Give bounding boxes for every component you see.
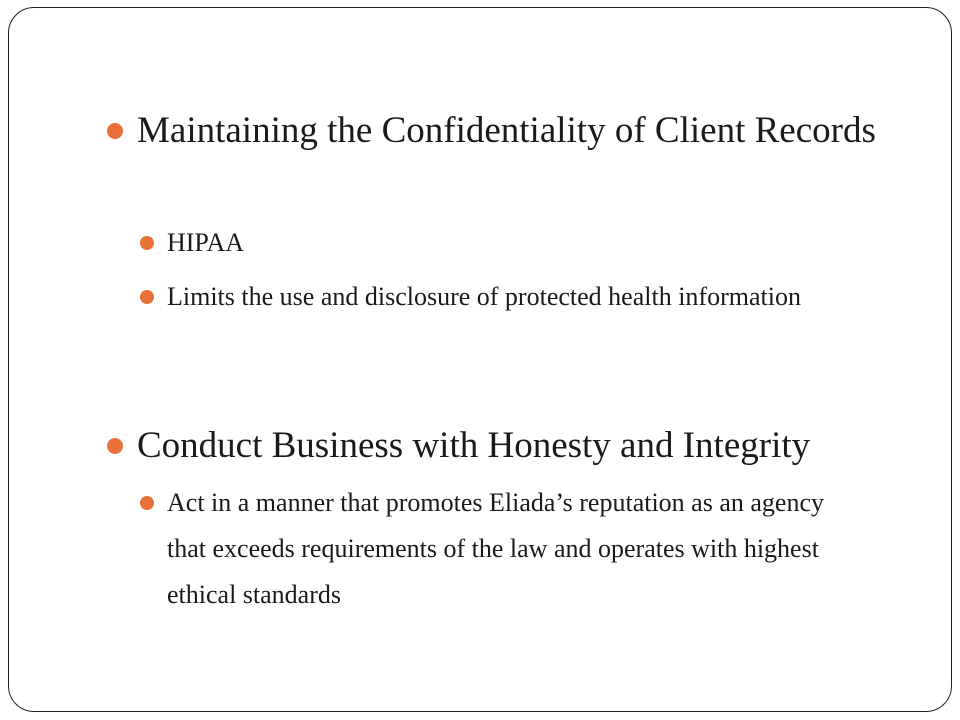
- bullet-icon: [107, 123, 123, 139]
- slide-frame: [8, 7, 952, 712]
- bullet-item-conduct-business: [137, 422, 917, 469]
- bullet-icon: [107, 438, 123, 454]
- bullet-text: Conduct Business with Honesty and Integrity: [137, 425, 811, 466]
- bullet-icon: [140, 496, 154, 510]
- bullet-text: Act in a manner that promotes Eliada’s reputation as an agency that exceeds requirements of the law and operates with highest ethical standards: [167, 488, 824, 609]
- bullet-text: Maintaining the Confidentiality of Client Records: [137, 110, 876, 151]
- bullet-icon: [140, 290, 154, 304]
- sub-bullet-item-act-manner: [167, 480, 867, 618]
- bullet-icon: [140, 236, 154, 250]
- slide-content: [9, 8, 953, 713]
- bullet-text: HIPAA: [167, 228, 245, 257]
- bullet-text: Limits the use and disclosure of protected health information: [167, 282, 801, 311]
- sub-bullet-item-limits: [167, 274, 867, 320]
- sub-bullet-item-hipaa: [167, 220, 887, 266]
- bullet-item-confidentiality: [137, 107, 917, 154]
